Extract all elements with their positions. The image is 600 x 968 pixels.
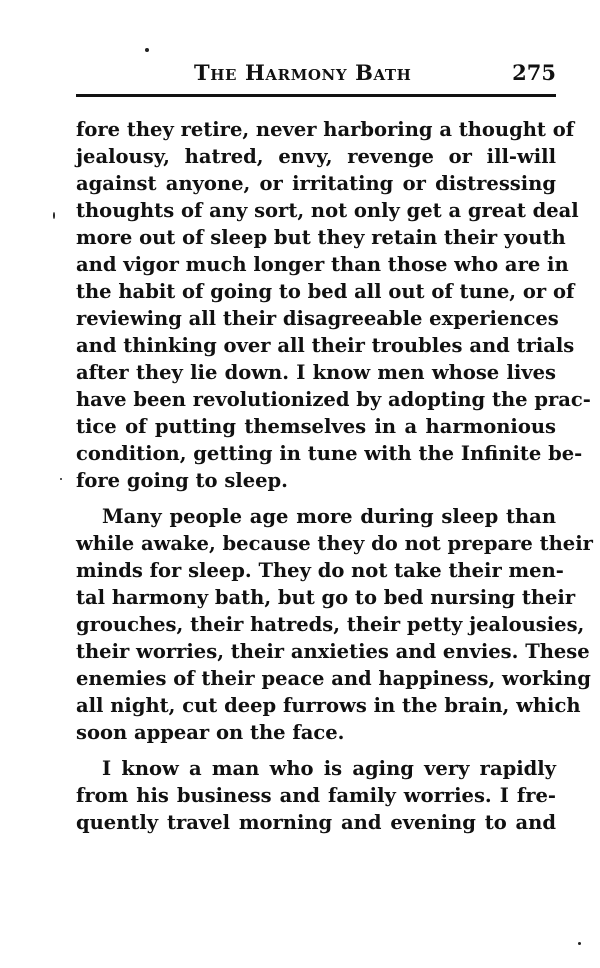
text-line: tice of putting themselves in a harmonious xyxy=(76,415,556,438)
text-line: soon appear on the face. xyxy=(76,721,345,744)
paragraph xyxy=(76,116,591,494)
print-speck xyxy=(53,212,55,219)
text-line: against anyone, or irritating or distressing xyxy=(76,172,556,195)
text-line: jealousy, hatred, envy, revenge or ill-will xyxy=(76,145,556,168)
text-line: Many people age more during sleep than xyxy=(102,505,556,528)
page-number: 275 xyxy=(512,60,556,85)
text-line: thoughts of any sort, not only get a great deal xyxy=(76,199,579,222)
paragraph xyxy=(76,755,556,836)
text-line: fore they retire, never harboring a thought of xyxy=(76,118,575,141)
text-line: enemies of their peace and happiness, working xyxy=(76,667,591,690)
text-line: minds for sleep. They do not take their men- xyxy=(76,559,564,582)
print-speck xyxy=(145,48,149,52)
print-speck xyxy=(60,478,62,480)
text-line: quently travel morning and evening to and xyxy=(76,811,556,834)
text-line: grouches, their hatreds, their petty jealousies, xyxy=(76,613,585,636)
text-line: fore going to sleep. xyxy=(76,469,288,492)
text-line: condition, getting in tune with the Infinite be- xyxy=(76,442,583,465)
text-line: and thinking over all their troubles and trials xyxy=(76,334,575,357)
text-line: after they lie down. I know men whose lives xyxy=(76,361,556,384)
paragraph xyxy=(76,503,593,746)
text-line: reviewing all their disagreeable experiences xyxy=(76,307,559,330)
body-text xyxy=(76,116,593,836)
text-line: while awake, because they do not prepare their xyxy=(76,532,593,555)
text-line: from his business and family worries. I fre- xyxy=(76,784,556,807)
text-line: I know a man who is aging very rapidly xyxy=(102,757,556,780)
running-title: The Harmony Bath xyxy=(194,60,412,85)
text-line: all night, cut deep furrows in the brain, which xyxy=(76,694,581,717)
text-line: tal harmony bath, but go to bed nursing their xyxy=(76,586,576,609)
text-line: more out of sleep but they retain their youth xyxy=(76,226,566,249)
print-speck xyxy=(578,942,581,945)
header-rule xyxy=(76,94,556,97)
text-line: have been revolutionized by adopting the prac- xyxy=(76,388,591,411)
text-line: the habit of going to bed all out of tune, or of xyxy=(76,280,575,303)
running-head xyxy=(76,58,556,92)
text-line: and vigor much longer than those who are in xyxy=(76,253,569,276)
text-line: their worries, their anxieties and envies. These xyxy=(76,640,590,663)
